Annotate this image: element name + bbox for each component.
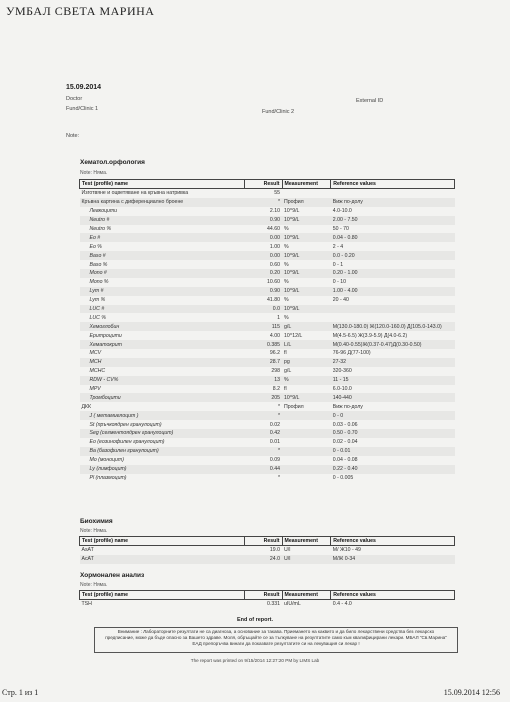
reference-values: 0.20 - 1.00 [331, 269, 455, 278]
test-name: TSH [81, 601, 92, 608]
result-value: 0.00 [245, 251, 283, 260]
table-row [80, 305, 455, 314]
column-header: Measurement [282, 180, 331, 189]
result-value: 55 [274, 190, 280, 197]
table-row [80, 331, 455, 340]
section-note-hormone: Note: Няма. [80, 582, 108, 588]
measurement-unit: g/L [284, 368, 292, 375]
measurement-unit: Профил [282, 198, 331, 207]
result-value: 0.09 [269, 457, 280, 464]
report-date: 15.09.2014 [66, 84, 102, 91]
test-name: Eo % [89, 243, 102, 250]
table-row [80, 225, 455, 234]
table-row [80, 447, 455, 456]
result-value: 2.10 [269, 208, 280, 215]
result-value: 0.90 [245, 216, 283, 225]
reference-values: 0.4 - 4.0 [332, 601, 352, 608]
doctor-label: Doctor [66, 96, 83, 102]
column-header: Result [245, 180, 283, 189]
biochemistry-table [79, 536, 455, 564]
column-header: Reference values [331, 180, 455, 189]
table-row [80, 438, 455, 447]
result-value: 0.00 [245, 233, 283, 242]
measurement-unit: % [284, 279, 289, 286]
result-value: 0.331 [267, 601, 280, 608]
table-header-row [80, 537, 455, 546]
reference-values: 140-440 [331, 393, 455, 402]
test-name: Pl (плазмоцит) [89, 474, 127, 481]
table-row [80, 313, 455, 322]
measurement-unit: L/L [282, 340, 331, 349]
column-header: Measurement [282, 591, 331, 600]
reference-values: 50 - 70 [332, 226, 349, 232]
test-name: Левкоцити [89, 208, 118, 215]
reference-values: 27-32 [331, 358, 455, 367]
measurement-unit: % [284, 297, 289, 304]
test-name: Хематокрит [80, 340, 245, 349]
page-number: Стр. 1 из 1 [2, 688, 39, 697]
table-row [80, 393, 455, 402]
measurement-unit: pg [282, 358, 331, 367]
table-row [80, 420, 455, 429]
fund-clinic-2: Fund/Clinic 2 [262, 109, 295, 115]
reference-values: 1.00 - 4.00 [331, 287, 455, 296]
table-row [80, 367, 455, 376]
result-value: 0.02 [269, 421, 280, 428]
measurement-unit: % [282, 376, 331, 385]
measurement-unit: % [284, 314, 289, 321]
result-value: * [245, 198, 283, 207]
reference-values: 11 - 15 [331, 376, 455, 385]
measurement-unit: 10^12/L [284, 332, 303, 339]
reference-values: 0.0 - 0.20 [331, 251, 455, 260]
warning-line-3: ЕАД препоръчва винаги да показвате резултатите си на лекуващия си лекар ! [192, 641, 360, 647]
column-header: Test (profile) name [80, 591, 245, 600]
table-row [80, 198, 455, 207]
measurement-unit [282, 465, 331, 474]
measurement-unit: 10^9/L [282, 287, 331, 296]
measurement-unit: % [284, 261, 289, 268]
test-name: J ( метамиелоцит ) [80, 411, 245, 420]
result-value: * [277, 474, 280, 481]
test-name: ДКК [81, 403, 92, 410]
table-row [80, 287, 455, 296]
section-title-hematology: Хематол.орфология [80, 159, 145, 166]
reference-values: 0 - 0.01 [331, 447, 455, 456]
column-header: Reference values [331, 537, 455, 546]
table-row [80, 465, 455, 474]
table-row [80, 242, 455, 251]
result-value: 115 [245, 322, 283, 331]
measurement-unit [282, 420, 331, 429]
measurement-unit: % [284, 226, 289, 232]
measurement-unit [282, 429, 331, 438]
table-row [80, 429, 455, 438]
table-row [80, 402, 455, 411]
reference-values: 0.03 - 0.06 [332, 421, 358, 428]
column-header: Test (profile) name [80, 180, 245, 189]
reference-values: М/ Ж10 - 49 [332, 547, 361, 554]
test-name: AsAT [81, 547, 94, 554]
result-value: 1.00 [269, 243, 280, 250]
section-note-biochemistry: Note: Няма. [80, 528, 108, 534]
result-value: 0.0 [245, 305, 283, 314]
column-header: Result [245, 537, 283, 546]
test-name: LUC % [89, 314, 106, 321]
test-name: Baso % [89, 261, 108, 268]
test-name: Хемоглобин [80, 322, 245, 331]
measurement-unit [282, 474, 331, 483]
test-name: Neutro # [80, 216, 245, 225]
reference-values [331, 305, 455, 314]
reference-values: 320-360 [332, 368, 352, 375]
reference-values [331, 313, 455, 322]
reference-values: 2.00 - 7.50 [331, 216, 455, 225]
test-name: Тромбоцити [80, 393, 245, 402]
test-name: Baso # [80, 251, 245, 260]
measurement-unit: fl [284, 350, 287, 357]
reference-values: 0.22 - 0.40 [331, 465, 455, 474]
reference-values: 4.0-10.0 [332, 208, 352, 215]
reference-values: 0.50 - 0.70 [331, 429, 455, 438]
measurement-unit: 10^9/L [282, 305, 331, 314]
result-value: 0.44 [245, 465, 283, 474]
section-title-biochemistry: Биохимия [80, 518, 113, 525]
measurement-unit: fl [284, 386, 287, 393]
result-value: * [245, 411, 283, 420]
result-value: 8.2 [272, 386, 280, 393]
result-value: 44.60 [267, 226, 280, 232]
reference-values: 0 - 10 [332, 279, 347, 286]
result-value: 0.01 [269, 439, 280, 446]
table-row [80, 411, 455, 420]
print-timestamp: 15.09.2014 12:56 [443, 688, 500, 697]
result-value: * [245, 447, 283, 456]
reference-values: 0 - 0 [331, 411, 455, 420]
measurement-unit [282, 456, 331, 465]
result-value: 0.385 [245, 340, 283, 349]
table-row [80, 233, 455, 242]
table-row [80, 340, 455, 349]
measurement-unit: 10^9/L [282, 269, 331, 278]
measurement-unit: U/l [284, 547, 291, 554]
measurement-unit: 10^9/L [282, 216, 331, 225]
table-row [80, 278, 455, 287]
column-header: Measurement [282, 537, 331, 546]
result-value: 4.00 [269, 332, 280, 339]
measurement-unit: uIU/mL [284, 601, 301, 608]
table-row [80, 358, 455, 367]
test-name: MPV [89, 386, 101, 393]
table-row [80, 385, 455, 394]
fund-clinic-1: Fund/Clinic 1 [66, 106, 99, 112]
table-row [80, 322, 455, 331]
test-name: Eo # [80, 233, 245, 242]
test-name: Кръвна картина с диференциално броене [80, 198, 245, 207]
test-name: MCH [80, 358, 245, 367]
result-value: 19.0 [269, 547, 280, 554]
test-name: Lym # [80, 287, 245, 296]
reference-values: 0 - 1 [332, 261, 344, 268]
test-name: MCHC [89, 368, 106, 375]
test-name: Lym % [89, 297, 106, 304]
measurement-unit: 10^9/L [282, 233, 331, 242]
test-name: Изготвяне и оцветяване на кръвна натривка [81, 190, 189, 197]
test-name: Ba (базофилен гранулоцит) [80, 447, 245, 456]
table-row [80, 189, 455, 198]
hematology-table [79, 179, 455, 482]
table-row [80, 216, 455, 225]
measurement-unit [282, 447, 331, 456]
reference-values: 0 - 0.005 [332, 474, 354, 481]
test-name: Mono % [89, 279, 109, 286]
table-header-row [80, 591, 455, 600]
measurement-unit: Профил [284, 403, 304, 410]
test-name: St (пръчкоядрен гранулоцит) [89, 421, 162, 428]
table-row [80, 207, 455, 216]
reference-values: Виж по-долу [331, 198, 455, 207]
reference-values: Виж по-долу [332, 403, 363, 410]
test-name: Neutro % [89, 226, 112, 232]
test-name: LUC # [80, 305, 245, 314]
test-name: Seg (сегментоядрен гранулоцит) [80, 429, 245, 438]
table-row [80, 600, 455, 609]
reference-values: М(130.0-180.0) Ж(120.0-160.0) Д(105.0-143.0) [331, 322, 455, 331]
end-of-report: End of report. [236, 617, 274, 623]
result-value: 0.90 [245, 287, 283, 296]
test-name: Mo (моноцит) [89, 457, 124, 464]
column-header: Test (profile) name [80, 537, 245, 546]
result-value: 298 [271, 368, 280, 375]
measurement-unit: 10^9/L [284, 208, 300, 215]
warning-box [94, 627, 458, 653]
test-name: MCV [89, 350, 102, 357]
reference-values: 0.04 - 0.08 [332, 457, 358, 464]
test-name: RDW - CV% [80, 376, 245, 385]
measurement-unit [282, 411, 331, 420]
test-name: Eo (еозинофилен гранулоцит) [89, 439, 165, 446]
result-value: 205 [245, 393, 283, 402]
result-value: 96.2 [269, 350, 280, 357]
measurement-unit: 10^9/L [282, 393, 331, 402]
test-name: Ly (лимфоцит) [80, 465, 245, 474]
table-header-row [80, 180, 455, 189]
measurement-unit: % [284, 243, 289, 250]
reference-values: М(4.5-6.5) Ж(3.9-5.9) Д(4.0-6.2) [332, 332, 408, 339]
reference-values: М(0.40-0.55)Ж(0.37-0.47)Д(0.30-0.50) [331, 340, 455, 349]
measurement-unit [282, 189, 331, 198]
hospital-title: УМБАЛ СВЕТА МАРИНА [6, 4, 155, 18]
reference-values: 0.04 - 0.80 [331, 233, 455, 242]
result-value: 1 [277, 314, 280, 321]
reference-values: 20 - 40 [332, 297, 349, 304]
section-note-hematology: Note: Няма. [80, 170, 108, 176]
printed-info: The report was printed on 9/15/2014 12:27:20 PM by LIMS Lab [190, 658, 320, 663]
external-id: External ID [356, 98, 384, 104]
measurement-unit [282, 438, 331, 447]
result-value: 10.60 [267, 279, 280, 286]
result-value: 24.0 [245, 555, 283, 564]
result-value: * [277, 403, 280, 410]
note-label: Note: [66, 133, 80, 139]
reference-values [331, 189, 455, 198]
table-row [80, 456, 455, 465]
result-value: 0.20 [245, 269, 283, 278]
test-name: Еритроцити [89, 332, 122, 339]
warning-line-1: Внимание : Лабораторните резултати не са диагноза, а основание за такава. Приемането на каквито и да било лекарствени средства без лекарско [117, 629, 435, 634]
reference-values: М/Ж 0-34 [331, 555, 455, 564]
warning-line-2: предписание, може да бъде опасно за Вашето здраве. Моля, обръщайте се за тълкуване на резултатите само към квалифицирани лекари. МБАЛ "Св.Марина" [105, 635, 447, 641]
table-row [80, 349, 455, 358]
hormone-table [79, 590, 455, 609]
test-name: AcAT [80, 555, 245, 564]
measurement-unit: g/L [282, 322, 331, 331]
reference-values: 0.02 - 0.04 [332, 439, 358, 446]
reference-values: 76-96 Д(77-100) [332, 350, 371, 357]
table-row [80, 260, 455, 269]
table-row [80, 474, 455, 483]
table-row [80, 376, 455, 385]
measurement-unit: 10^9/L [282, 251, 331, 260]
column-header: Result [245, 591, 283, 600]
result-value: 0.60 [269, 261, 280, 268]
table-row [80, 546, 455, 555]
table-row [80, 296, 455, 305]
result-value: 41.80 [267, 297, 280, 304]
reference-values: 6.0-10.0 [332, 386, 352, 393]
table-row [80, 555, 455, 564]
table-row [80, 269, 455, 278]
result-value: 13 [245, 376, 283, 385]
table-row [80, 251, 455, 260]
measurement-unit: U/l [282, 555, 331, 564]
test-name: Mono # [80, 269, 245, 278]
reference-values: 2 - 4 [332, 243, 344, 250]
result-value: 0.42 [245, 429, 283, 438]
column-header: Reference values [331, 591, 455, 600]
result-value: 28.7 [245, 358, 283, 367]
section-title-hormone: Хормонален анализ [80, 572, 145, 579]
